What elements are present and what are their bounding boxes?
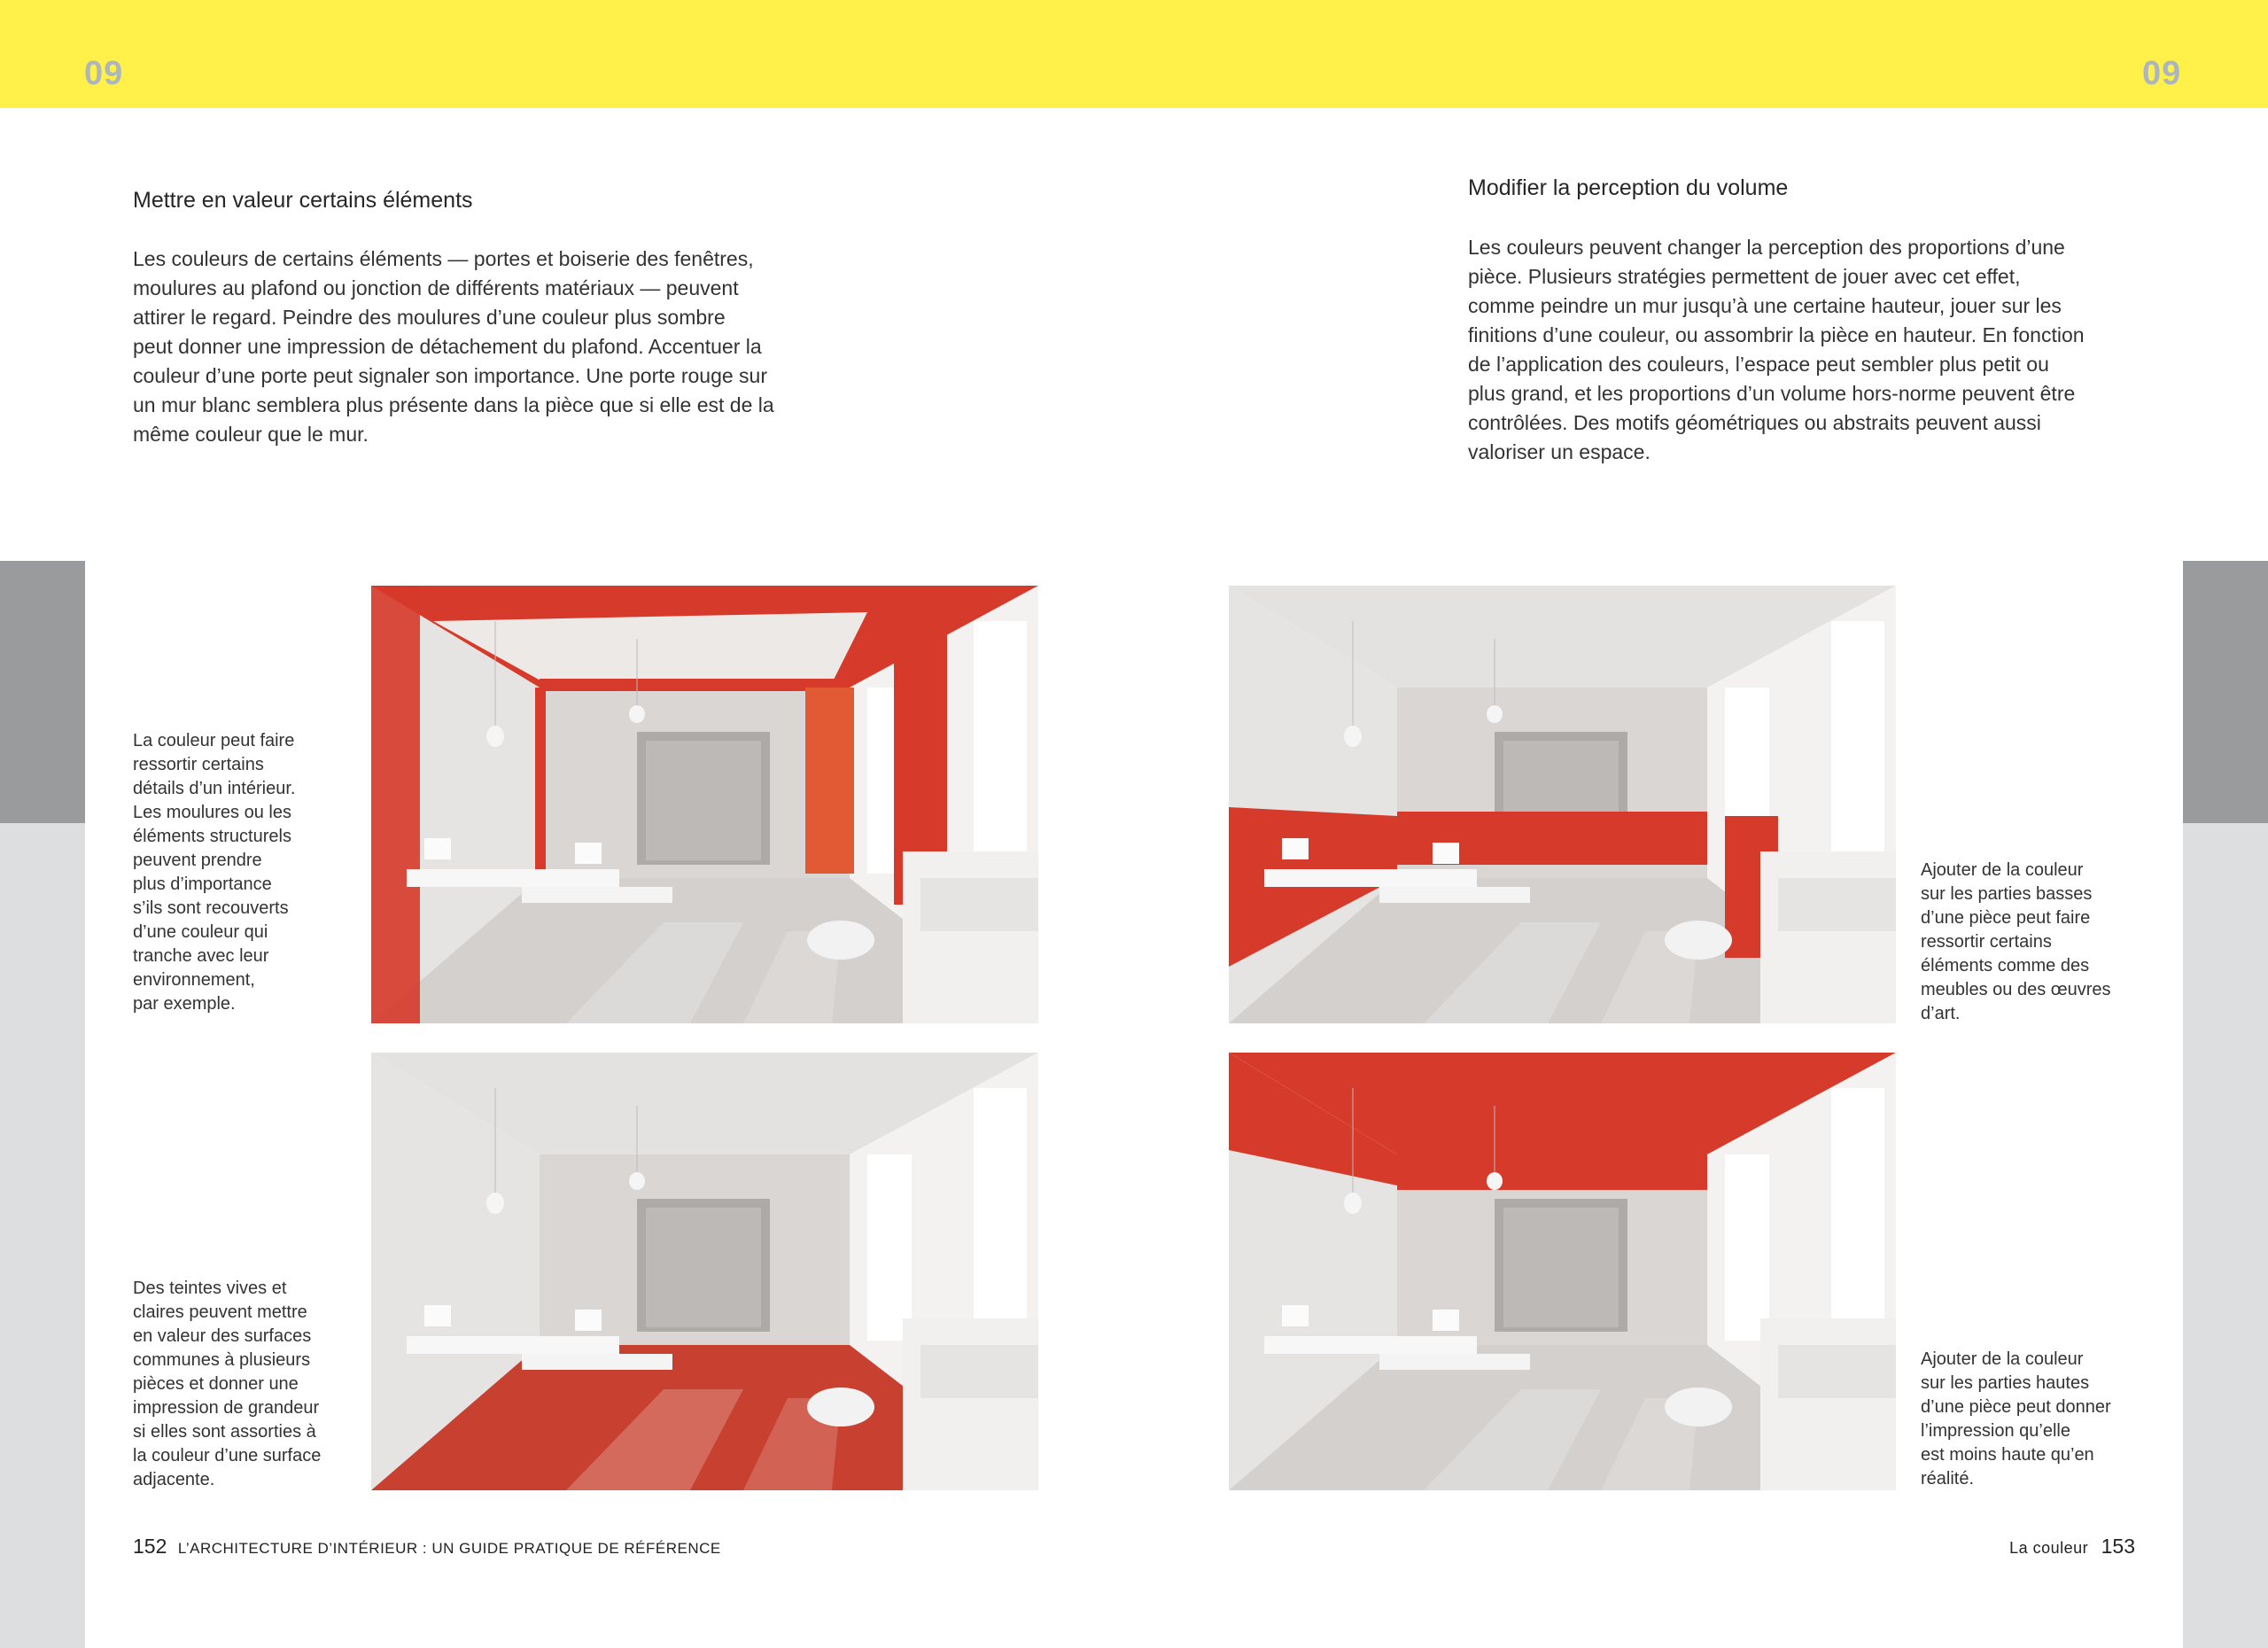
caption-left-bottom: Des teintes vives et claires peuvent mettre en valeur des surfaces communes à plusieurs pièces et donner une impression de grandeur si elles sont assorties à la couleur d’une surface adjacente. — [133, 1279, 322, 1489]
caption-left-top: La couleur peut faire ressortir certains détails d’un intérieur. Les moulures ou les éléments structurels peuvent prendre plus d’importance s’ils sont recouverts d’une couleur qui tranche avec leur environnement, par exemple. — [133, 731, 296, 1014]
rendering-red-structure — [371, 586, 1038, 1023]
page-number-right: 153 — [2101, 1535, 2135, 1558]
rendering-red-ceiling — [1229, 1053, 1896, 1490]
side-tab-right-light — [2183, 823, 2268, 1648]
chapter-banner — [0, 0, 2268, 108]
page-number-left: 152 — [133, 1535, 167, 1558]
side-tab-right-dark — [2183, 561, 2268, 823]
caption-right-top: Ajouter de la couleur sur les parties basses d’une pièce peut faire ressortir certains éléments comme des meubles ou des œuvres d’art. — [1921, 860, 2111, 1023]
side-tab-left-light — [0, 823, 85, 1648]
folio-right — [2009, 1535, 2135, 1559]
right-body-text: Les couleurs peuvent changer la perception des proportions d’une pièce. Plusieurs stratégies permettent de jouer avec cet effet, comme peindre un mur jusqu’à une certaine hauteur, jouer sur les finitions d’une couleur, ou assombrir la pièce en hauteur. En fonction de l’application des couleurs, l’espace peut sembler plus petit ou plus grand, et les proportions d’un volume hors-norme peuvent être contrôlées. Des motifs géométriques ou abstraits peuvent aussi valoriser un espace. — [1468, 236, 2085, 463]
folio-left — [133, 1535, 721, 1559]
right-heading: Modifier la perception du volume — [1468, 175, 1789, 200]
caption-right-bottom: Ajouter de la couleur sur les parties hautes d’une pièce peut donner l’impression qu’elle est moins haute qu’en réalité. — [1921, 1349, 2111, 1489]
left-heading: Mettre en valeur certains éléments — [133, 188, 473, 213]
side-tab-left-dark — [0, 561, 85, 823]
chapter-number-right: 09 — [2142, 55, 2182, 92]
rendering-red-lower-walls — [1229, 586, 1896, 1023]
chapter-number-left: 09 — [84, 55, 124, 92]
section-title: La couleur — [2009, 1539, 2089, 1557]
rendering-red-floor — [371, 1053, 1038, 1490]
left-body-text: Les couleurs de certains éléments — portes et boiserie des fenêtres, moulures au plafond ou jonction de différents matériaux — peuvent attirer le regard. Peindre des moulures d’une couleur plus sombre peut donner une impression de détachement du plafond. Accentuer la couleur d’une porte peut signaler son importance. Une porte rouge sur un mur blanc semblera plus présente dans la pièce que si elle est de la même couleur que le mur. — [133, 247, 774, 446]
running-title: L’ARCHITECTURE D’INTÉRIEUR : UN GUIDE PRATIQUE DE RÉFÉRENCE — [177, 1540, 721, 1557]
